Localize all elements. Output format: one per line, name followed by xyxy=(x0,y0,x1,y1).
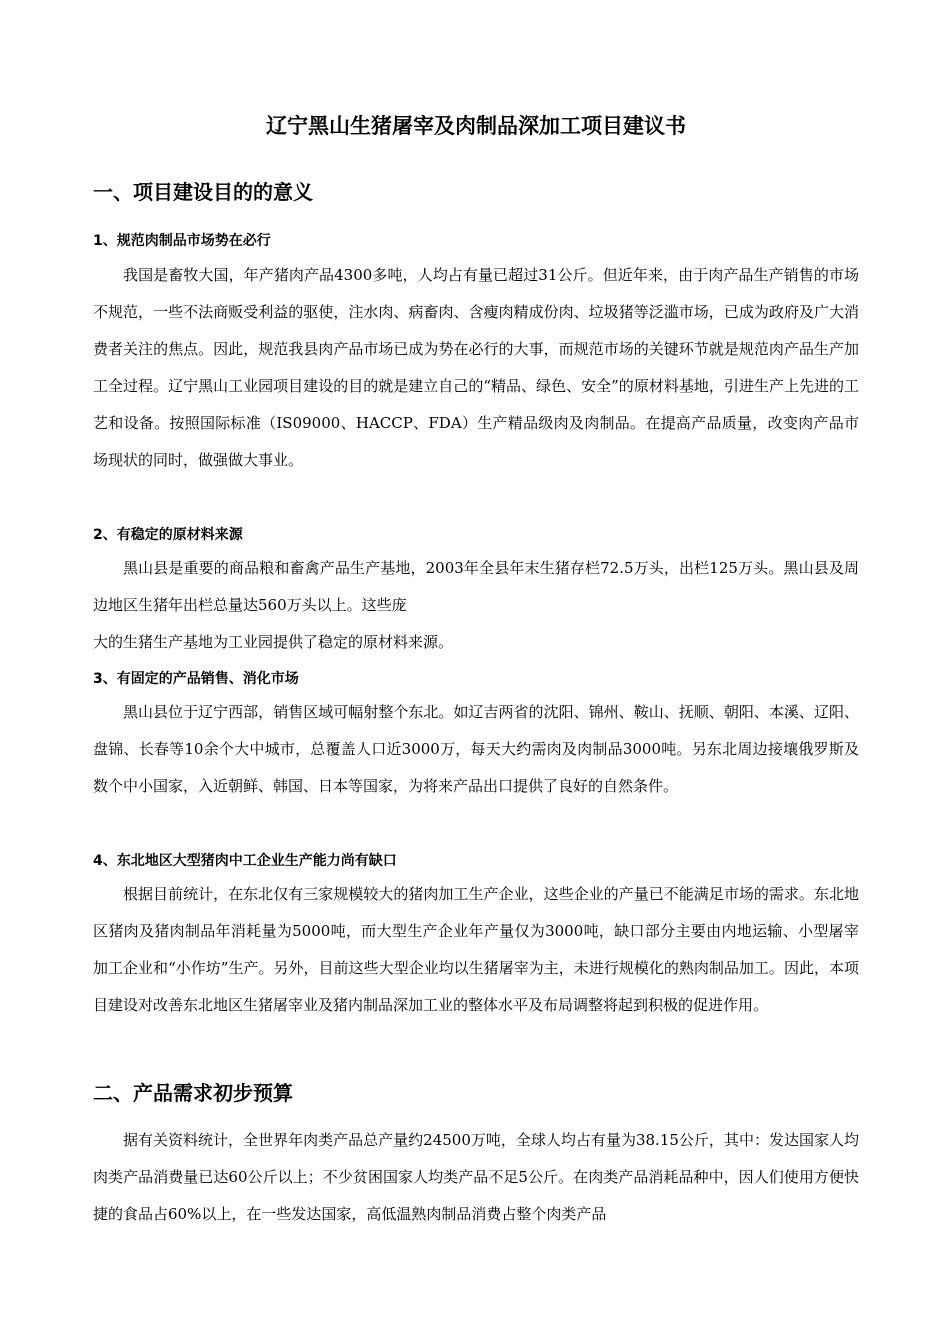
section-2-heading: 二、产品需求初步预算 xyxy=(93,1081,293,1105)
document-title: 辽宁黑山生猪屠宰及肉制品深加工项目建议书 xyxy=(266,114,686,138)
subsection-2-paragraph-continued: 大的生猪生产基地为工业园提供了稳定的原材料来源。 xyxy=(93,633,454,651)
subsection-1-paragraph: 我国是畜牧大国，年产猪肉产品4300多吨，人均占有量已超过31公斤。但近年来，由于肉产品生产销售的市场不规范，一些不法商贩受利益的驱使，注水肉、病畜肉、含瘦肉精成份肉、垃圾猪等泛滥市场，已成为政府及广大消费者关注的焦点。因此，规范我县肉产品市场已成为势在必行的大事，而规范市场的关键环节就是规范肉产品生产加工全过程。辽宁黑山工业园项目建设的目的就是建立自己的“精品、绿色、安全”的原材料基地，引进生产上先进的工艺和设备。按照国际标准（IS09000、HACCP、FDA）生产精品级肉及肉制品。在提高产品质量，改变肉产品市场现状的同时，做强做大事业。 xyxy=(93,266,859,469)
subsection-4-heading: 4、东北地区大型猪肉中工企业生产能力尚有缺口 xyxy=(93,853,397,869)
subsection-4-paragraph: 根据目前统计，在东北仅有三家规模较大的猪肉加工生产企业，这些企业的产量已不能满足市场的需求。东北地区猪肉及猪肉制品年消耗量为5000吨，而大型生产企业年产量仅为3000吨，缺口部分主要由内地运输、小型屠宰加工企业和“小作坊”生产。另外，目前这些大型企业均以生猪屠宰为主，未进行规模化的熟肉制品加工。因此，本项目建设对改善东北地区生猪屠宰业及猪内制品深加工业的整体水平及布局调整将起到积极的促进作用。 xyxy=(93,885,859,1014)
section-2-paragraph: 据有关资料统计，全世界年肉类产品总产量约24500万吨，全球人均占有量为38.15公斤，其中：发达国家人均肉类产品消费量已达60公斤以上；不少贫困国家人均类产品不足5公斤。在肉类产品消耗品种中，因人们使用方便快捷的食品占60%以上，在一些发达国家，高低温熟肉制品消费占整个肉类产品 xyxy=(93,1131,859,1223)
subsection-2-paragraph: 黑山县是重要的商品粮和畜禽产品生产基地，2003年全县年末生猪存栏72.5万头，出栏125万头。黑山县及周边地区生猪年出栏总量达560万头以上。这些庞 xyxy=(93,559,859,614)
subsection-2-heading: 2、有稳定的原材料来源 xyxy=(93,527,243,543)
subsection-3-paragraph: 黑山县位于辽宁西部，销售区域可幅射整个东北。如辽吉两省的沈阳、锦州、鞍山、抚顺、朝阳、本溪、辽阳、盘锦、长春等10余个大中城市，总覆盖人口近3000万，每天大约需肉及肉制品3000吨。另东北周边接壤俄罗斯及数个中小国家，入近朝鲜、韩国、日本等国家，为将来产品出口提供了良好的自然条件。 xyxy=(93,703,859,795)
subsection-3-heading: 3、有固定的产品销售、消化市场 xyxy=(93,671,299,687)
subsection-1-heading: 1、规范肉制品市场势在必行 xyxy=(93,233,271,249)
section-1-heading: 一、项目建设目的的意义 xyxy=(93,180,313,204)
